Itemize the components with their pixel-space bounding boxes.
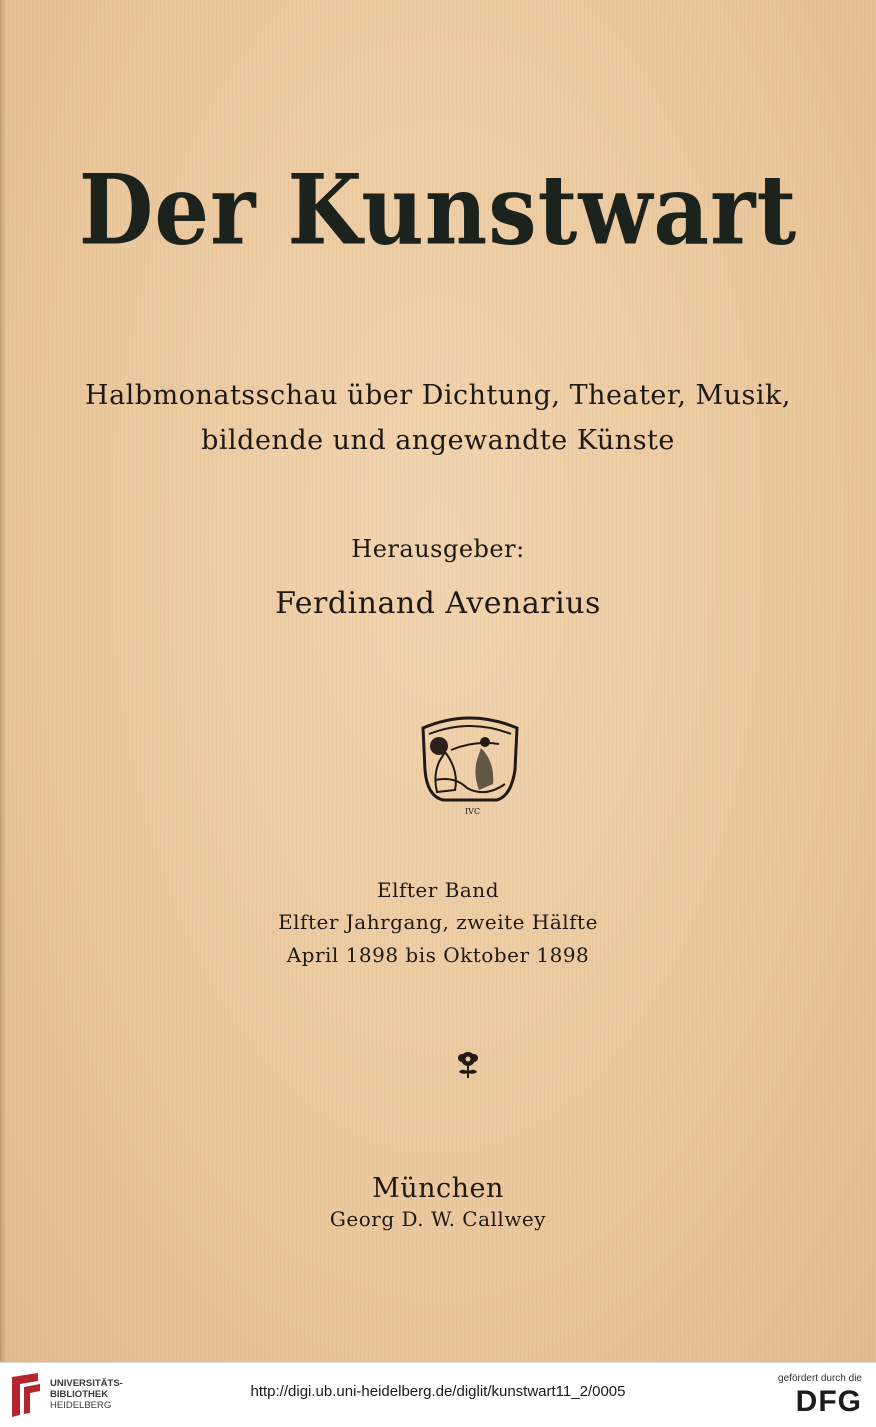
vignette-illustration <box>415 710 525 820</box>
library-line-3: HEIDELBERG <box>50 1400 112 1411</box>
editor-name: Ferdinand Avenarius <box>275 586 601 621</box>
library-line-2: BIBLIOTHEK <box>50 1389 109 1400</box>
vignette-signature: IVC <box>465 807 481 816</box>
flower-ornament-icon <box>453 1050 483 1080</box>
publisher-name: Georg D. W. Callwey <box>329 1207 547 1231</box>
period-label: April 1898 bis Oktober 1898 <box>286 943 590 967</box>
editor-label: Herausgeber: <box>351 535 525 563</box>
book-title: Der Kunstwart <box>78 153 798 268</box>
subtitle-line-1: Halbmonatsschau über Dichtung, Theater, Musik, <box>85 380 791 411</box>
publication-city: München <box>372 1173 504 1204</box>
funding-caption: gefördert durch die <box>778 1373 862 1384</box>
permalink-url[interactable]: http://digi.ub.uni-heidelberg.de/diglit/kunstwart11_2/0005 <box>250 1383 626 1400</box>
volume-label: Elfter Band <box>377 878 499 902</box>
year-label: Elfter Jahrgang, zweite Hälfte <box>278 910 598 934</box>
subtitle-line-2: bildende und angewandte Künste <box>201 425 675 456</box>
digitization-footer <box>0 1362 876 1427</box>
library-line-1: UNIVERSITÄTS- <box>50 1378 123 1389</box>
dfg-logo[interactable]: DFG <box>795 1385 862 1418</box>
